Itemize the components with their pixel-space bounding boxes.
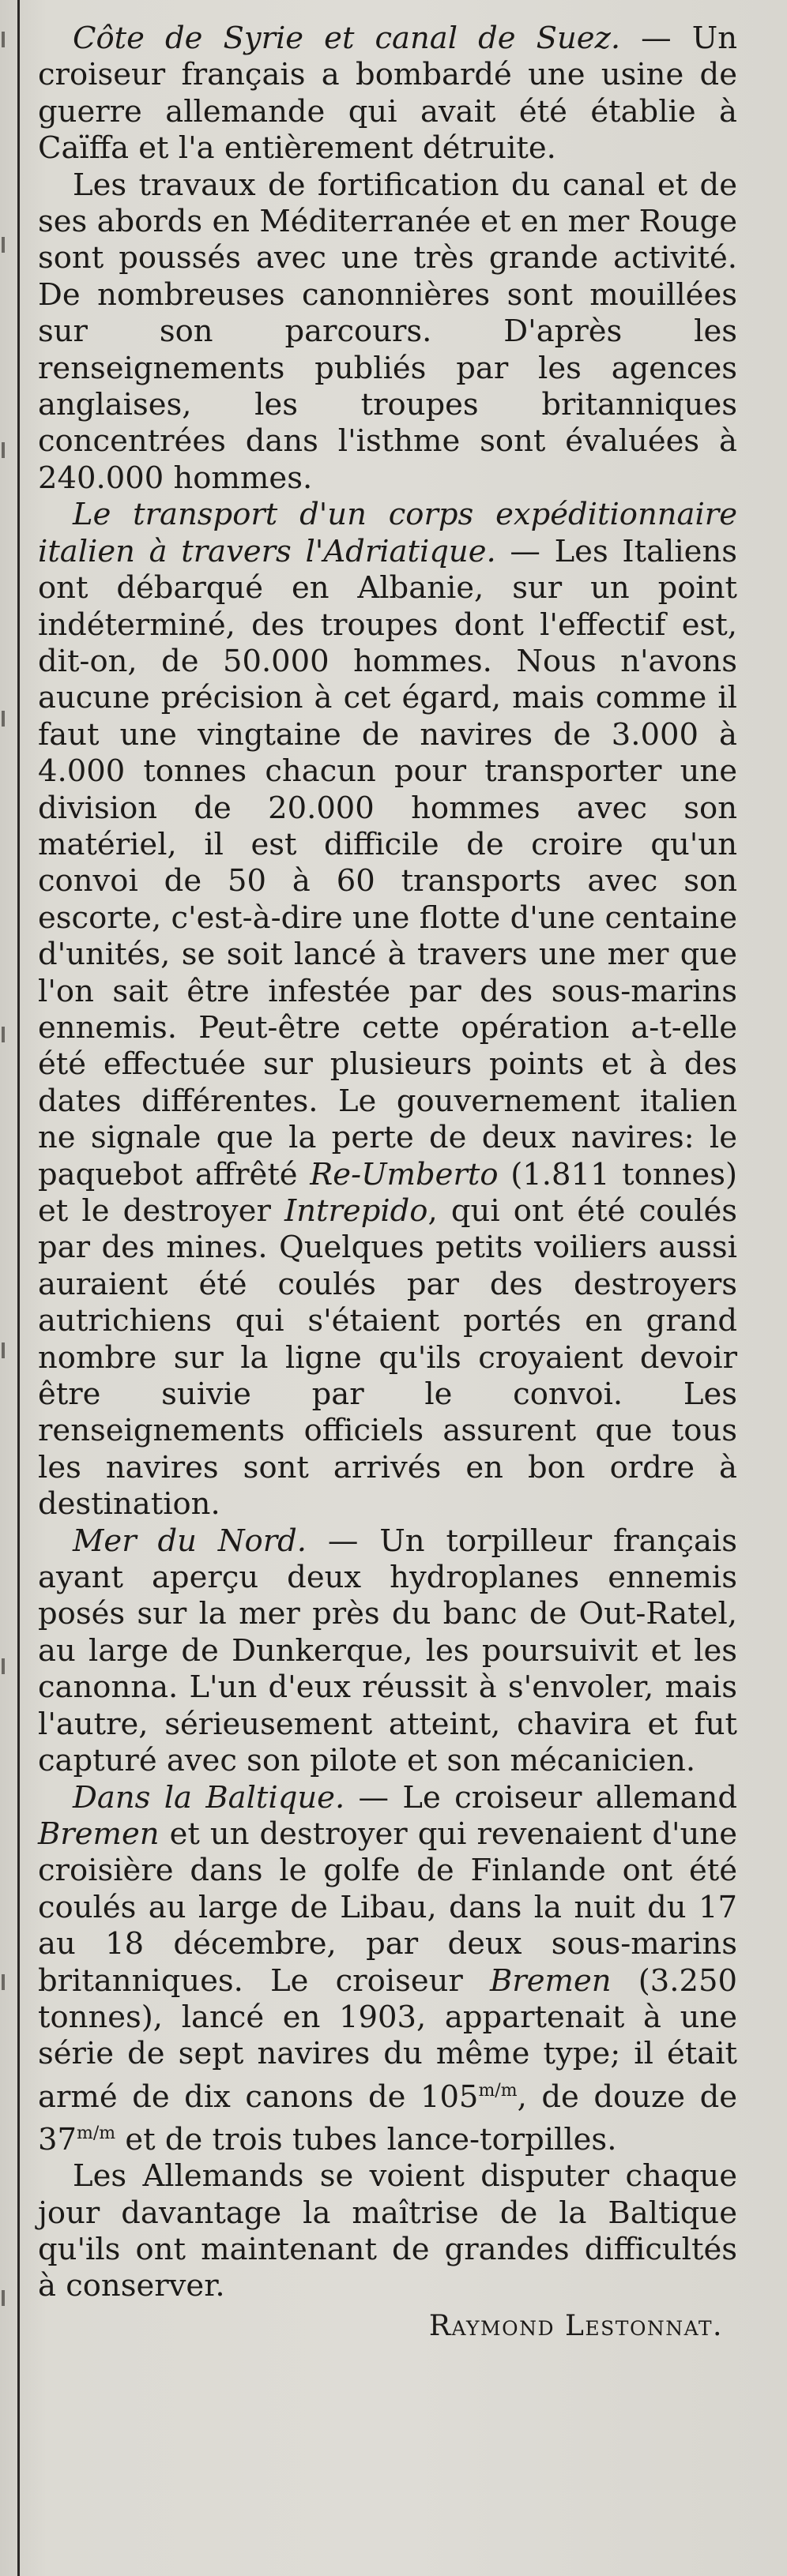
ship-name-re-umberto: Re-Umberto [310,1156,499,1192]
adjacent-column-edge [0,0,8,2576]
paragraph-allemands [38,2158,737,2305]
ship-name-intrepido: Intrepido [284,1193,428,1229]
ship-name-bremen: Bremen [38,1816,160,1852]
heading-mer-du-nord: Mer du Nord. [73,1523,307,1559]
paragraph-canal-works [38,167,737,498]
author-signature: Raymond Lestonnat. [428,2309,723,2342]
paragraph-baltique [38,1780,737,2159]
text-syrie-suez: — Un croiseur français a bombardé une usine de guerre allemande qui avait été établie à Caïffa et l'a entièrement détruite. [38,21,737,167]
paragraph-mer-du-nord [38,1523,737,1780]
text-mer-du-nord: — Un torpilleur français ayant aperçu deux hydroplanes ennemis posés sur la mer près du banc de Out-Ratel, au large de Dunkerque, les poursuivit et les canonna. L'un d'eux réussit à s'envoler, mais l'autre, sérieusement atteint, chavira et fut capturé avec son pilote et son mécanicien. [38,1523,737,1779]
heading-baltique: Dans la Baltique. [73,1779,345,1816]
paragraph-italian-transport [38,497,737,1523]
text-canal-works: Les travaux de fortification du canal et de ses abords en Méditerranée et en mer Rouge sont poussés avec une très grande activité. De nombreuses canonnières sont mouillées sur son parcours. D'après les renseignements publiés par les agences anglaises, les troupes britanniques concentrées dans l'isthme sont évaluées à 240.000 hommes. [38,167,737,496]
column-rule [17,0,20,2576]
heading-syrie-suez: Côte de Syrie et canal de Suez. [73,21,621,56]
text-baltique-4: , de douze de 37 [38,2078,737,2157]
text-italian-transport-3: , qui ont été coulés par des mines. Quelques petits voiliers aussi auraient été coulés par des destroyers autrichiens qui s'étaient portés en grand nombre sur la ligne qu'ils croyaient devoir être suivie par le convoi. Les renseignements officiels assurent que tous les navires sont arrivés en bon ordre à destination. [38,1193,738,1523]
text-allemands: Les Allemands se voient disputer chaque jour davantage la maîtrise de la Baltique qu'ils ont maintenant de grandes difficultés à conserver. [38,2158,737,2304]
ship-name-bremen-2: Bremen [490,1962,612,1999]
text-baltique: — Le croiseur allemand [345,1779,737,1816]
text-italian-transport-2: (1.811 tonnes) et le destroyer [38,1156,737,1229]
text-baltique-2: et un destroyer qui revenaient d'une croisière dans le golfe de Finlande ont été coulés au large de Libau, dans la nuit du 17 au 18 décembre, par deux sous-marins britanniques. Le croiseur [38,1816,737,1999]
unit-mm-2: m/m [77,2123,116,2143]
text-italian-transport: — Les Italiens ont débarqué en Albanie, sur un point indéterminé, des troupes dont l'effectif est, dit-on, de 50.000 hommes. Nous n'avons aucune précision à cet égard, mais comme il faut une vingtaine de navires de 3.000 à 4.000 tonnes chacun pour transporter une division de 20.000 hommes avec son matériel, il est difficile de croire qu'un convoi de 50 à 60 transports avec son escorte, c'est-à-dire une flotte d'une centaine d'unités, se soit lancé à travers une mer que l'on sait être infestée par des sous-marins ennemis. Peut-être cette opération a-t-elle été effectuée sur plusieurs points et à des dates différentes. Le gouvernement italien ne signale que la perte de deux navires: le paquebot affrêté [38,533,738,1192]
article-column [38,21,737,2345]
unit-mm-1: m/m [478,2080,518,2101]
paragraph-syrie-suez [38,21,737,167]
heading-italian-transport: Le transport d'un corps expéditionnaire italien à travers l'Adriatique. [38,497,737,569]
text-baltique-5: et de trois tubes lance-torpilles. [115,2121,617,2157]
text-baltique-3: (3.250 tonnes), lancé en 1903, appartenait à une série de sept navires du même type; il était armé de dix canons de 105 [38,1962,737,2115]
